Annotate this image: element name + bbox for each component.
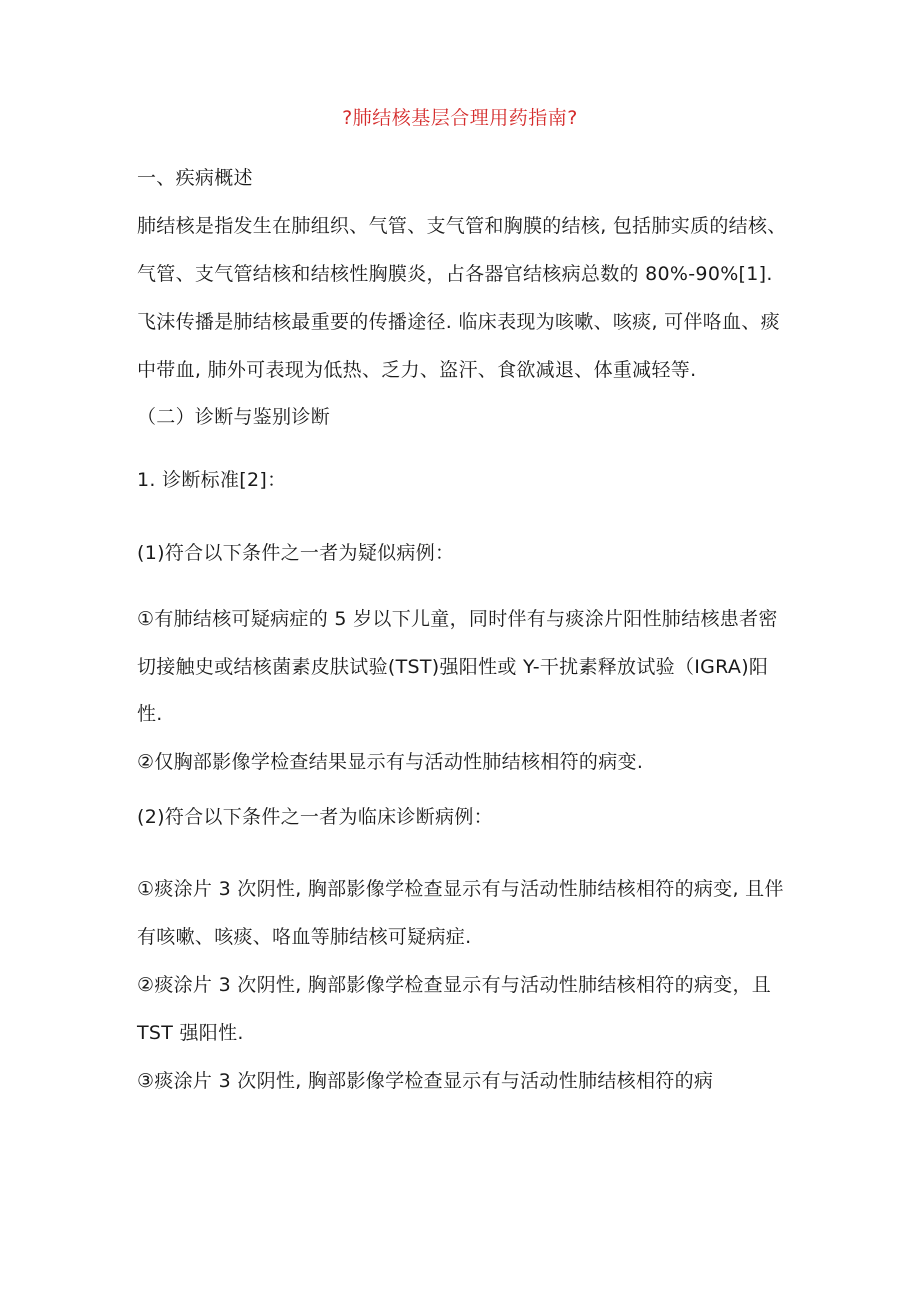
list-item-line: ①有肺结核可疑病症的 5 岁以下儿童，同时伴有与痰涂片阳性肺结核患者密 — [137, 608, 778, 630]
list-item-line: ②仅胸部影像学检查结果显示有与活动性肺结核相符的病变. — [137, 751, 644, 773]
paragraph-line: 肺结核是指发生在肺组织、气管、支气管和胸膜的结核, 包括肺实质的结核、 — [137, 215, 787, 237]
list-item-line: TST 强阳性. — [137, 1022, 244, 1044]
subsection-heading-criteria: 1. 诊断标准[2]： — [137, 469, 287, 491]
section-heading-diagnosis: （二）诊断与鉴别诊断 — [137, 406, 331, 428]
list-item-line: 有咳嗽、咳痰、咯血等肺结核可疑病症. — [137, 926, 472, 948]
list-item-line: ①痰涂片 3 次阴性, 胸部影像学检查显示有与活动性肺结核相符的病变, 且伴 — [137, 878, 784, 900]
paragraph-line: 飞沫传播是肺结核最重要的传播途径. 临床表现为咳嗽、咳痰, 可伴咯血、痰 — [137, 311, 780, 333]
criteria-heading-suspected: (1)符合以下条件之一者为疑似病例： — [137, 542, 455, 564]
criteria-heading-clinical: (2)符合以下条件之一者为临床诊断病例： — [137, 806, 493, 828]
section-heading-overview: 一、疾病概述 — [137, 167, 253, 189]
list-item-line: 性. — [137, 703, 163, 725]
list-item-line: ②痰涂片 3 次阴性, 胸部影像学检查显示有与活动性肺结核相符的病变，且 — [137, 974, 772, 996]
list-item-line: 切接触史或结核菌素皮肤试验(TST)强阳性或 Y-干扰素释放试验（IGRA)阳 — [137, 656, 769, 678]
document-title: ?肺结核基层合理用药指南? — [342, 107, 578, 129]
paragraph-line: 中带血, 肺外可表现为低热、乏力、盗汗、食欲减退、体重减轻等. — [137, 359, 697, 381]
paragraph-line: 气管、支气管结核和结核性胸膜炎，占各器官结核病总数的 80%-90%[1]. — [137, 263, 773, 285]
list-item-line: ③痰涂片 3 次阴性, 胸部影像学检查显示有与活动性肺结核相符的病 — [137, 1070, 714, 1092]
